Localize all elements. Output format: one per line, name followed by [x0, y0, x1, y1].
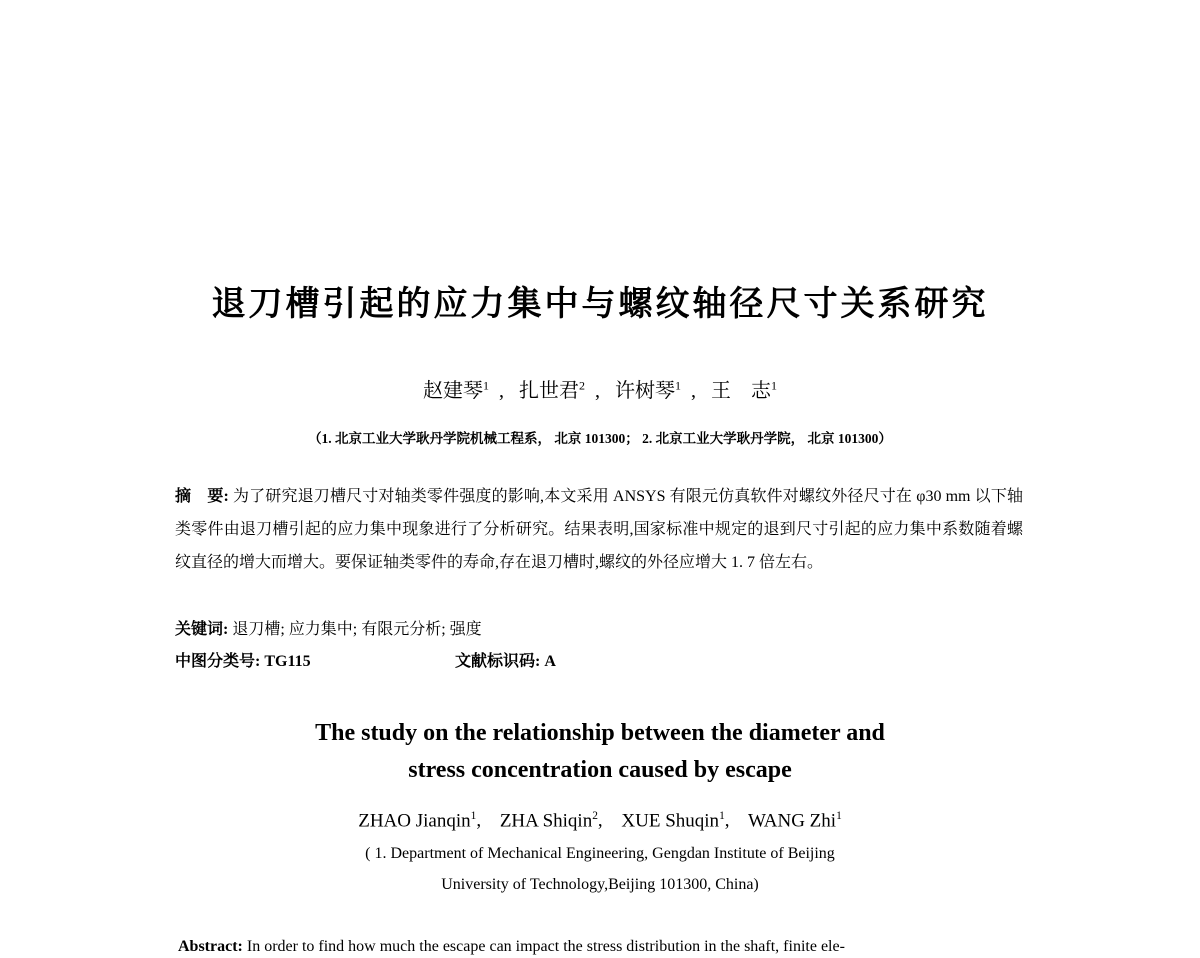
affiliation-en-line2: University of Technology,Beijing 101300, China) [441, 876, 759, 893]
keywords-text: 退刀槽; 应力集中; 有限元分析; 强度 [232, 621, 482, 638]
doc-code-label: 文献标识码: [455, 653, 541, 670]
affiliation-cn: （1. 北京工业大学耿丹学院机械工程系， 北京 101300； 2. 北京工业大学耿丹学院， 北京 101300） [308, 431, 892, 446]
author: ZHA Shiqin [499, 810, 593, 832]
author: 许树琴 [615, 380, 675, 402]
abstract-label: 摘 要: [175, 488, 229, 505]
doc-code-value: A [544, 653, 556, 670]
paper-title-en-line2: stress concentration caused by escape [408, 757, 792, 783]
author: 扎世君 [519, 380, 579, 402]
classification-row [175, 648, 556, 671]
affiliation-en-line1: ( 1. Department of Mechanical Engineering, Gengdan Institute of Beijing [365, 845, 835, 862]
clc-value: TG115 [264, 653, 311, 670]
authors-en: ZHAO Jianqin$^1$, ZHA Shiqin$^2$, XUE Shuqin$^1$, WANG Zhi$^1$ [358, 810, 842, 832]
author: 王 志 [711, 380, 771, 402]
affiliation-mark: 1 [719, 810, 725, 822]
paper-title-en-line1: The study on the relationship between the diameter and [315, 720, 885, 746]
author: WANG Zhi [747, 810, 837, 832]
abstract-cn [175, 480, 1023, 579]
author: 赵建琴 [423, 380, 483, 402]
abstract-en-label: Abstract: [178, 938, 243, 955]
keywords-cn [175, 616, 482, 639]
affiliation-mark: 1 [836, 810, 842, 822]
affiliation-mark: 1 [470, 810, 477, 822]
abstract-en-text: In order to find how much the escape can impact the stress distribution in the shaft, finite ele- [246, 938, 845, 955]
affiliation-mark: 1 [675, 378, 681, 393]
keywords-label: 关键词: [175, 621, 229, 638]
author: XUE Shuqin [621, 810, 720, 832]
authors-cn: 赵建琴$^1$ , 扎世君$^2$ , 许树琴$^1$ , 王 志$^1$ [423, 378, 777, 402]
clc-label: 中图分类号: [175, 653, 261, 670]
abstract-text: 为了研究退刀槽尺寸对轴类零件强度的影响,本文采用 ANSYS 有限元仿真软件对螺纹外径尺寸在 φ30 mm 以下轴类零件由退刀槽引起的应力集中现象进行了分析研究。结果表明,国家标准中规定的退到尺寸引起的应力集中系数随着螺纹直径的增大而增大。要保证轴类零件的寿命,存在退刀槽时,螺纹的外径应增大 1. 7 倍左右。 [175, 488, 1023, 571]
affiliation-mark: 2 [592, 810, 598, 822]
affiliation-mark: 2 [579, 378, 585, 393]
author: ZHAO Jianqin [358, 810, 471, 832]
affiliation-mark: 1 [483, 378, 489, 393]
affiliation-mark: 1 [771, 378, 777, 393]
paper-title-cn: 退刀槽引起的应力集中与螺纹轴径尺寸关系研究 [211, 286, 989, 323]
abstract-en [178, 938, 845, 956]
